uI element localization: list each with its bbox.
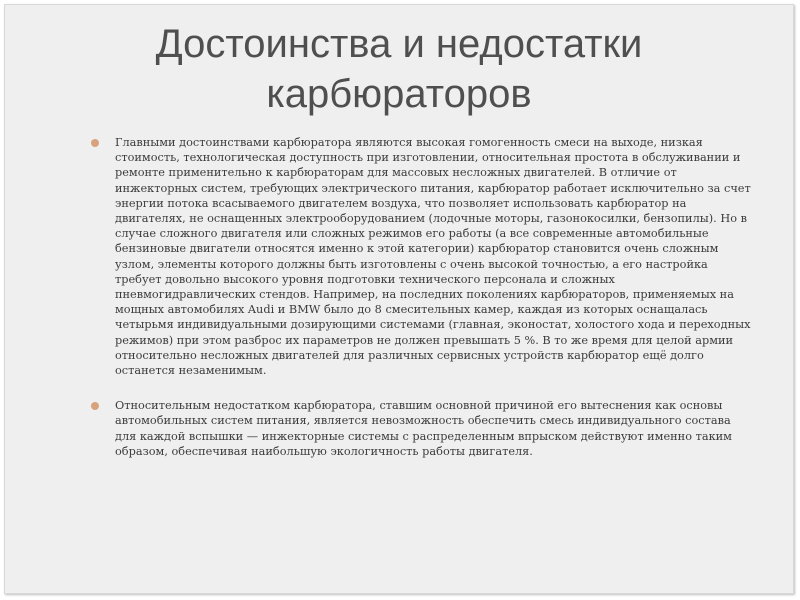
slide-title-line-2: карбюраторов <box>266 72 532 116</box>
slide-title-line-1: Достоинства и недостатки <box>155 22 643 66</box>
bullet-item-advantages <box>91 135 751 378</box>
bullet-text-advantages: Главными достоинствами карбюратора являются высокая гомогенность смеси на выходе, низкая стоимость, технологическая доступность при изготовлении, относительная простота в обслуживании и ремонте применительно к карбюраторам для массовых несложных двигателей. В отличие от инжекторных систем, требующих электрического питания, карбюратор работает исключительно за счет энергии потока всасываемого двигателем воздуха, что позволяет использовать карбюратор на двигателях, не оснащенных электрооборудованием (лодочные моторы, газонокосилки, бензопилы). Но в случае сложного двигателя или сложных режимов его работы (а все современные автомобильные бензиновые двигатели относятся именно к этой категории) карбюратор становится очень сложным узлом, элементы которого должны быть изготовлены с очень высокой точностью, а его настройка требует довольно высокого уровня подготовки технического персонала и сложных пневмогидравлических стендов. Например, на последних поколениях карбюраторов, применяемых на мощных автомобилях Audi и BMW было до 8 смесительных камер, каждая из которых оснащалась четырьмя индивидуальными дозирующими системами (главная, эконостат, холостого хода и переходных режимов) при этом разброс их параметров не должен превышать 5 %. В то же время для целой армии относительно несложных двигателей для различных сервисных устройств карбюратор ещё долго останется незаменимым. <box>115 136 751 378</box>
slide <box>4 4 794 594</box>
bullet-dot-icon <box>91 139 99 147</box>
bullet-item-disadvantages <box>91 398 751 459</box>
slide-title <box>35 19 763 119</box>
bullet-list <box>91 135 751 479</box>
bullet-dot-icon <box>91 402 99 410</box>
bullet-text-disadvantages: Относительным недостатком карбюратора, ставшим основной причиной его вытеснения как основы автомобильных систем питания, является невозможность обеспечить смесь индивидуального состава для каждой вспышки — инжекторные системы с распределенным впрыском действуют именно таким образом, обеспечивая наибольшую экологичность работы двигателя. <box>115 399 732 458</box>
